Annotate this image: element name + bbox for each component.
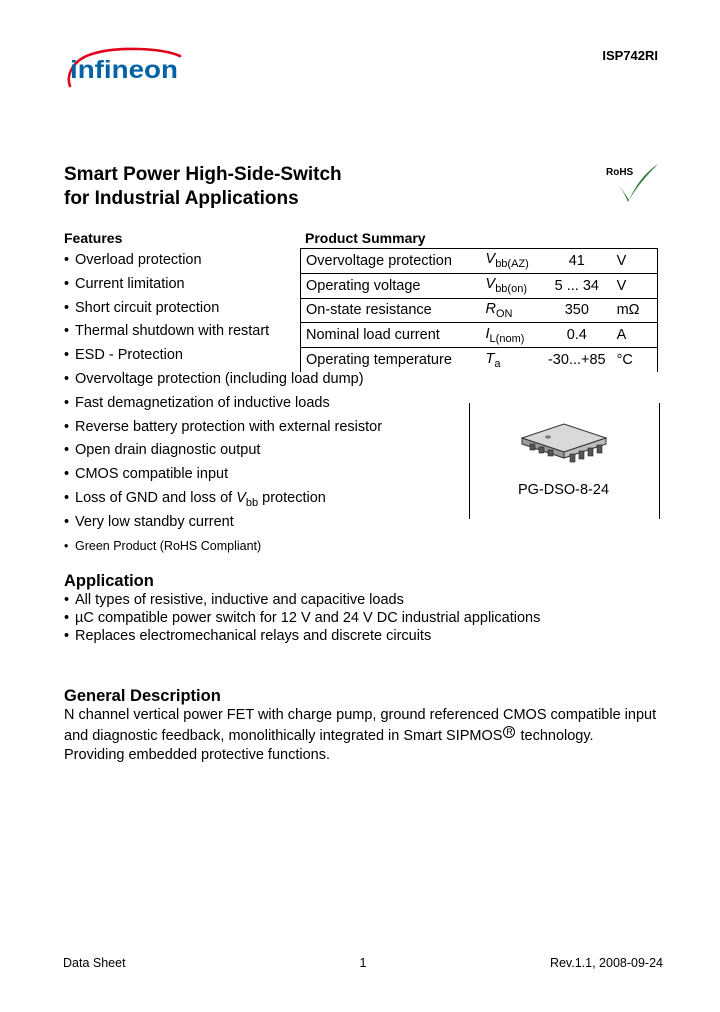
- part-number: ISP742RI: [602, 48, 658, 63]
- list-item: • Short circuit protection: [64, 299, 220, 316]
- general-description-heading: General Description: [64, 687, 221, 705]
- rohs-label: RoHS: [606, 167, 634, 178]
- list-item: • Overvoltage protection (including load dump): [64, 370, 364, 387]
- list-item: • Replaces electromechanical relays and discrete circuits: [64, 628, 432, 644]
- list-item: • ESD - Protection: [64, 347, 183, 364]
- product-summary-heading: Product Summary: [305, 230, 426, 246]
- title-line-1: Smart Power High-Side-Switch: [64, 164, 342, 185]
- list-item: • Reverse battery protection with external resistor: [64, 418, 383, 435]
- list-item: • Very low standby current: [64, 513, 234, 530]
- list-item: • Thermal shutdown with restart: [64, 323, 270, 340]
- list-item: • Fast demagnetization of inductive loads: [64, 394, 330, 411]
- package-chip-icon: [518, 420, 610, 466]
- logo-text: infineon: [70, 56, 178, 84]
- list-item: • Overload protection: [64, 252, 202, 268]
- application-heading: Application: [64, 572, 154, 590]
- rohs-badge: [604, 162, 660, 204]
- table-row: Overvoltage protection $V_{bb(AZ)}$ 41 V: [301, 249, 658, 274]
- table-row: On-state resistance $R_{ON}$ 350 mΩ: [301, 298, 658, 323]
- footer-doc-type: Data Sheet: [63, 956, 126, 970]
- title-line-2: for Industrial Applications: [64, 188, 299, 209]
- footer-page-number: 1: [359, 956, 367, 970]
- table-row: Operating voltage $V_{bb(on)}$ 5 ... 34 V: [301, 273, 658, 298]
- table-row: Operating temperature $T_a$ -30...+85 °C: [301, 348, 658, 372]
- list-item: • Loss of GND and loss of $V_{bb}$ protection: [64, 489, 326, 509]
- list-item: • CMOS compatible input: [64, 466, 229, 483]
- registered-mark: R: [503, 726, 515, 738]
- list-item: • Current limitation: [64, 275, 185, 292]
- infineon-logo: [62, 46, 184, 90]
- package-label: PG-DSO-8-24: [517, 482, 610, 498]
- list-item: • Green Product (RoHS Compliant): [64, 538, 262, 553]
- list-item: • µC compatible power switch for 12 V and 24 V DC industrial applications: [64, 610, 541, 626]
- list-item: • All types of resistive, inductive and capacitive loads: [64, 592, 404, 608]
- product-summary-table: [300, 248, 658, 372]
- list-item: • Open drain diagnostic output: [64, 442, 261, 459]
- application-list: [64, 591, 540, 645]
- page-title: [64, 163, 342, 211]
- table-row: Nominal load current $I_{L(nom)}$ 0.4 A: [301, 323, 658, 348]
- footer-revision: Rev.1.1, 2008-09-24: [549, 956, 663, 970]
- features-heading: Features: [64, 230, 123, 246]
- general-description-body: N channel vertical power FET with charge pump, ground referenced CMOS compatible input and diagnostic feedback, monolithically integrated in Smart SIPMOS R technology. Providing embedded protective functions.: [64, 707, 657, 763]
